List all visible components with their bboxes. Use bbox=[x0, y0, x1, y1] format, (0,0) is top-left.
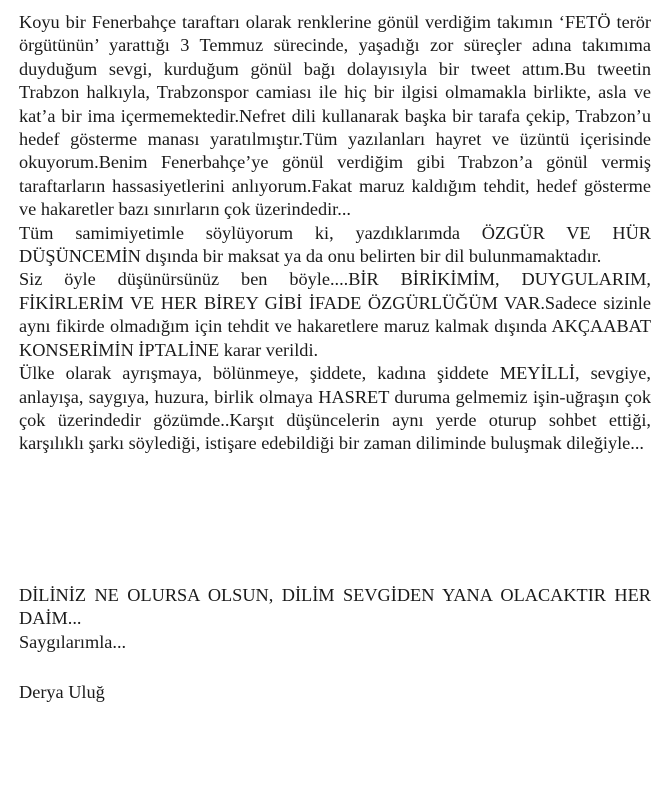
signature: Derya Uluğ bbox=[19, 682, 105, 702]
salutation: Saygılarımla... bbox=[19, 631, 127, 652]
letter-body bbox=[19, 11, 651, 456]
paragraph-1: Koyu bir Fenerbahçe taraftarı olarak renklerine gönül verdiğim takımın ‘FETÖ terör örgütünün’ yarattığı 3 Temmuz sürecinde, yaşadığı zor süreçler adına takımıma duyduğum sevgi, kurduğum gönül bağı dolayısıyla bir tweet attım.Bu tweetin Trabzon halkıyla, Trabzonspor camiası ile hiç bir ilgisi olmamakla birlikte, asla ve kat’a bir ima içermemektedir.Nefret dili kullanarak başka bir tarafa çekip, Trabzon’u hedef gösterme manası yaratılmıştır.Tüm yazılanları hayret ve üzüntü içerisinde okuyorum.Benim Fenerbahçe’ye gönül verdiğim gibi Trabzon’a gönül vermiş taraftarların hassasiyetlerini anlıyorum.Fakat maruz kaldığım tehdit, hedef gösterme ve hakaretler bazı sınırların çok üzerindedir... bbox=[19, 12, 651, 220]
paragraph-2: Tüm samimiyetimle söylüyorum ki, yazdıklarımda ÖZGÜR VE HÜR DÜŞÜNCEMİN dışında bir maksat ya da onu belirten bir dil bulunmamaktadır. bbox=[19, 222, 651, 267]
closing-line: DİLİNİZ NE OLURSA OLSUN, DİLİM SEVGİDEN YANA OLACAKTIR HER DAİM... bbox=[19, 585, 651, 629]
paragraph-4: Ülke olarak ayrışmaya, bölünmeye, şiddete, kadına şiddete MEYİLLİ, sevgiye, anlayışa, saygıya, huzura, birlik olmaya HASRET duruma gelmemiz işin-uğraşın çok çok üzerindedir gözümde..Karşıt düşüncelerin aynı yerde oturup sohbet ettiği, karşılıklı şarkı söylediği, istişare edebildiği bir zaman diliminde buluşmak dileğiyle... bbox=[19, 363, 651, 454]
paragraph-3: Siz öyle düşünürsünüz ben böyle....BİR BİRİKİMİM, DUYGULARIM, FİKİRLERİM VE HER BİREY GİBİ İFADE ÖZGÜRLÜĞÜM VAR.Sadece sizinle aynı fikirde olmadığım için tehdit ve hakaretlere maruz kalmak dışında AKÇAABAT KONSERİMİN İPTALİNE karar verildi. bbox=[19, 269, 651, 360]
letter-closing bbox=[19, 584, 651, 654]
